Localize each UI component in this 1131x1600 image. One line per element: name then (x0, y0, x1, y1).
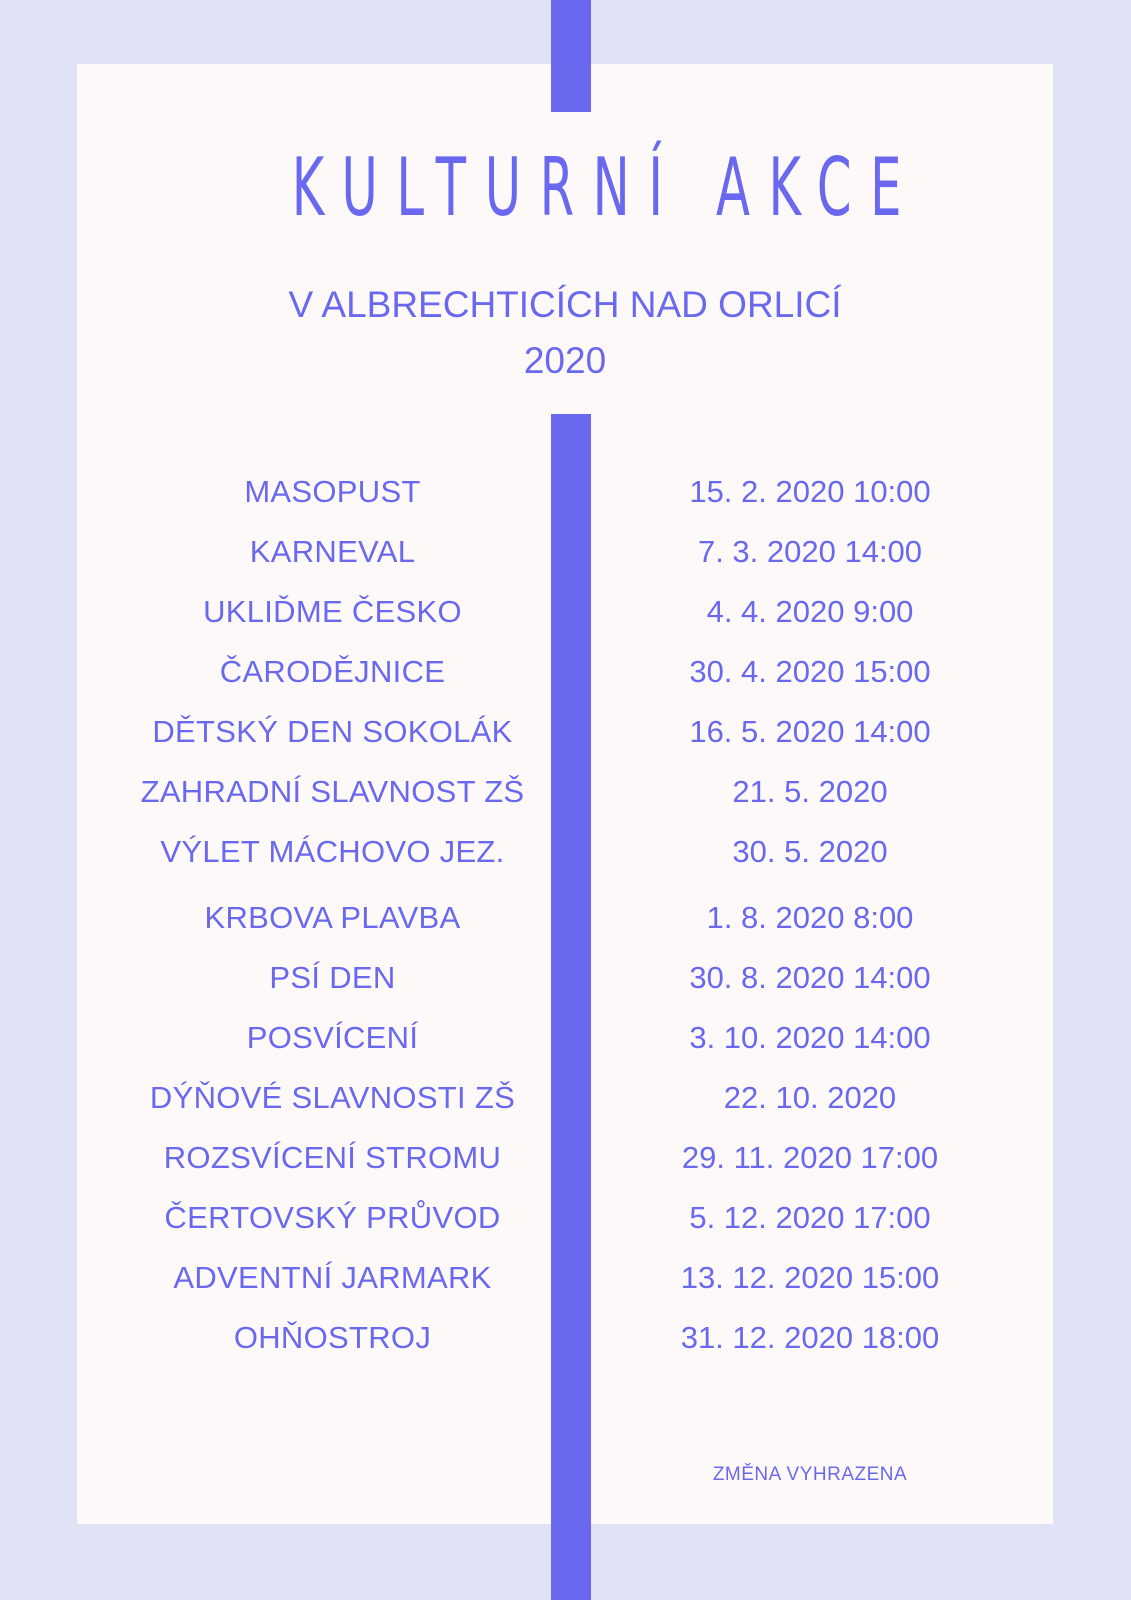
event-date: 16. 5. 2020 14:00 (689, 714, 931, 749)
list-item (0, 652, 1131, 692)
event-date: 5. 12. 2020 17:00 (689, 1200, 931, 1235)
list-item (0, 1258, 1131, 1298)
event-date: 30. 4. 2020 15:00 (689, 654, 931, 689)
list-item (0, 1078, 1131, 1118)
event-date: 15. 2. 2020 10:00 (689, 474, 931, 509)
event-name: VÝLET MÁCHOVO JEZ. (160, 834, 505, 869)
event-date: 13. 12. 2020 15:00 (680, 1260, 940, 1295)
event-date: 30. 8. 2020 14:00 (689, 960, 931, 995)
event-date: 30. 5. 2020 (732, 834, 888, 869)
event-name: UKLIĎME ČESKO (203, 594, 462, 629)
list-item (0, 898, 1131, 938)
footnote-change-reserved: ZMĚNA VYHRAZENA (712, 1464, 908, 1485)
page-title: KULTURNÍ AKCE (291, 141, 921, 234)
event-date: 1. 8. 2020 8:00 (706, 900, 914, 935)
event-name: OHŇOSTROJ (233, 1320, 432, 1355)
subtitle-year: 2020 (523, 340, 607, 381)
event-date: 7. 3. 2020 14:00 (697, 534, 923, 569)
list-item (0, 772, 1131, 812)
event-name: ČERTOVSKÝ PRŮVOD (164, 1200, 501, 1235)
event-date: 4. 4. 2020 9:00 (706, 594, 914, 629)
event-name: ZAHRADNÍ SLAVNOST ZŠ (140, 774, 525, 809)
event-name: DÝŇOVÉ SLAVNOSTI ZŠ (149, 1080, 516, 1115)
event-date: 3. 10. 2020 14:00 (689, 1020, 931, 1055)
event-date: 31. 12. 2020 18:00 (680, 1320, 940, 1355)
list-item (0, 1018, 1131, 1058)
list-item (0, 1138, 1131, 1178)
event-name: DĚTSKÝ DEN SOKOLÁK (152, 714, 513, 749)
event-name: ADVENTNÍ JARMARK (173, 1260, 492, 1295)
list-item (0, 712, 1131, 752)
list-item (0, 592, 1131, 632)
list-item (0, 532, 1131, 572)
event-date: 22. 10. 2020 (723, 1080, 897, 1115)
list-item (0, 832, 1131, 872)
list-item (0, 1198, 1131, 1238)
event-name: POSVÍCENÍ (246, 1020, 419, 1055)
event-date: 21. 5. 2020 (732, 774, 888, 809)
event-date: 29. 11. 2020 17:00 (681, 1140, 939, 1175)
event-name: PSÍ DEN (269, 960, 396, 995)
event-name: MASOPUST (244, 474, 421, 509)
list-item (0, 1318, 1131, 1358)
list-item (0, 958, 1131, 998)
event-name: KRBOVA PLAVBA (204, 900, 461, 935)
event-name: ČARODĚJNICE (219, 654, 446, 689)
subtitle-location: V ALBRECHTICÍCH NAD ORLICÍ (288, 284, 842, 325)
event-name: KARNEVAL (249, 534, 416, 569)
list-item (0, 472, 1131, 512)
event-name: ROZSVÍCENÍ STROMU (163, 1140, 502, 1175)
